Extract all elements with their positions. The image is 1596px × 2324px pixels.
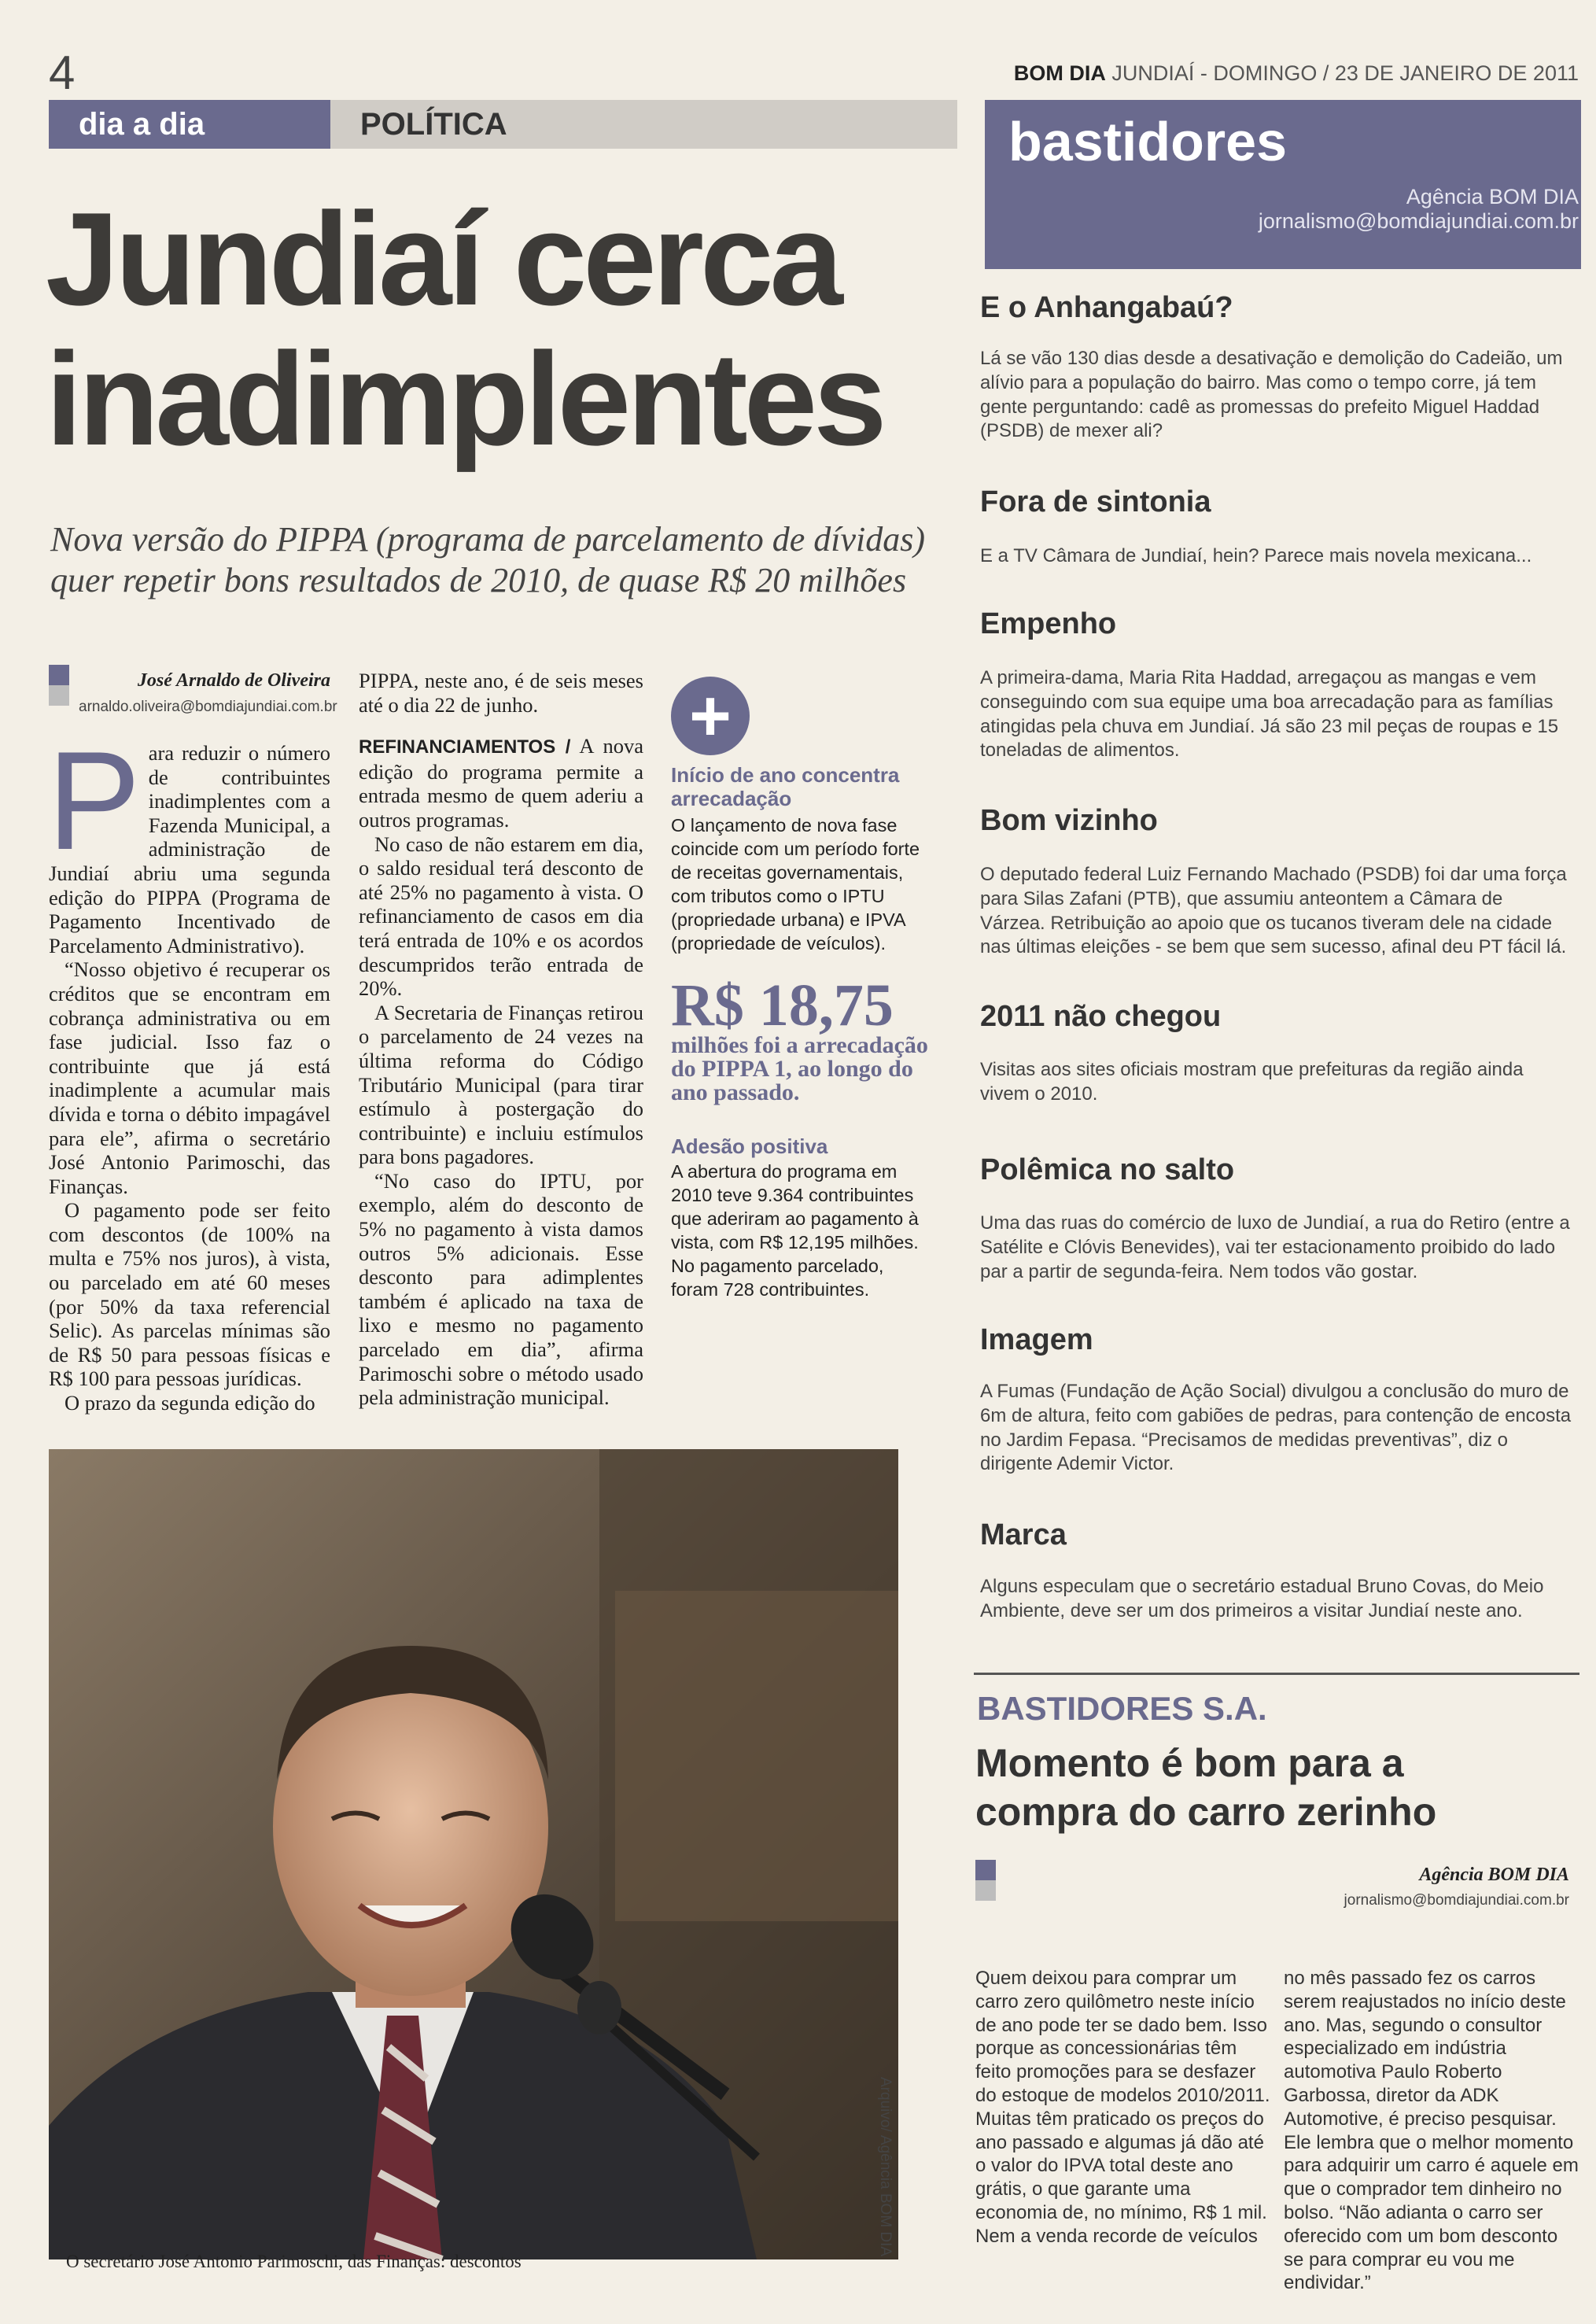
sa-kicker: BASTIDORES S.A. xyxy=(977,1690,1267,1727)
byline-email: arnaldo.oliveira@bomdiajundiai.com.br xyxy=(79,699,337,715)
item-title: Marca xyxy=(980,1518,1067,1551)
paragraph xyxy=(359,734,643,832)
article-photo xyxy=(49,1449,898,2259)
sa-byline-mark xyxy=(975,1860,996,1880)
bastidores-email: jornalismo@bomdiajundiai.com.br xyxy=(1258,209,1579,233)
paragraph-text: A nova edição do programa permite a entrada mesmo de quem aderiu a outros programas. xyxy=(359,734,643,832)
section-divider xyxy=(974,1673,1579,1675)
article-column-2 xyxy=(359,669,643,1410)
item-text: A primeira-dama, Maria Rita Haddad, arregaçou as mangas e vem conseguindo com sua equipe uma boa arrecadação para as famílias atingidas pela chuva em Jundiaí. Já são 23 mil peças de roupas e 15 toneladas de alimentos. xyxy=(980,667,1559,762)
item-text: E a TV Câmara de Jundiaí, hein? Parece mais novela mexicana... xyxy=(980,545,1532,566)
sa-headline-line-1: Momento é bom para a xyxy=(975,1741,1404,1785)
sidebar-title-2: Adesão positiva xyxy=(671,1134,828,1158)
paragraph xyxy=(47,722,330,957)
deck-line-1: Nova versão do PIPPA (programa de parcelamento de dívidas) xyxy=(50,520,926,559)
item-text: A Fumas (Fundação de Ação Social) divulgou a conclusão do muro de 6m de altura, feito com gabiões de pedras, para contenção de encosta no Jardim Fepasa. “Precisamos de medidas preventivas”, diz o dirigente Ademir Victor. xyxy=(980,1381,1572,1475)
sa-byline-agency: Agência BOM DIA xyxy=(1419,1865,1569,1885)
section-tag: dia a dia xyxy=(49,100,330,149)
byline-mark xyxy=(49,665,69,685)
paragraph: “Nosso objetivo é recuperar os créditos que se encontram em cobrança administrativa ou em fase judicial. Isso faz o contribuinte que já está inadimplente a acumular mais dívida e torna o débito impagável para ele”, afirma o secretário José Antonio Parimoschi, das Finanças. xyxy=(49,957,330,1198)
paragraph: O pagamento pode ser feito com descontos (de 100% na multa e 75% nos juros), à vista, ou parcelado em até 60 meses (por 50% da taxa referencial Selic). As parcelas mínimas são de R$ 50 para pessoas físicas e R$ 100 para pessoas jurídicas. xyxy=(49,1198,330,1391)
edition-date: JUNDIAÍ - DOMINGO / 23 DE JANEIRO DE 2011 xyxy=(1111,61,1579,85)
photo-caption: O secretário José Antonio Parimoschi, das Finanças: descontos xyxy=(66,2252,522,2271)
paragraph: Nem a venda recorde de veículos xyxy=(975,2225,1258,2247)
paragraph: Quem deixou para comprar um carro zero quilômetro neste início de ano pode ter se dado bem. Isso porque as concessionárias têm feito promoções para se desfazer do estoque de modelos 2010/2011. Muitas têm praticado os preços do ano passado e algumas já dão até o valor do IPVA total deste ano grátis, o que garante uma economia de, no mínimo, R$ 1 mil. xyxy=(975,1968,1270,2223)
photo-credit: Arquivo/ Agência BOM DIA xyxy=(877,2077,894,2257)
paragraph: No caso de não estarem em dia, o saldo residual terá desconto de até 25% no pagamento à vista. O refinanciamento de casos em dia terá entrada de 10% e os acordos descumpridos terão entrada de 20%. xyxy=(359,832,643,1001)
item-text: Alguns especulam que o secretário estadual Bruno Covas, do Meio Ambiente, deve ser um dos primeiros a visitar Jundiaí neste ano. xyxy=(980,1576,1544,1621)
section-name: POLÍTICA xyxy=(360,107,507,142)
byline-mark-grey xyxy=(49,685,69,706)
item-title: Bom vizinho xyxy=(980,804,1158,837)
headline-line-1: Jundiaí cerca xyxy=(46,185,839,333)
item-title: Empenho xyxy=(980,607,1117,640)
sa-headline xyxy=(975,1739,1573,1836)
item-text: Lá se vão 130 dias desde a desativação e demolição do Cadeião, um alívio para a população do bairro. Mas como o tempo corre, já tem gente perguntando: cadê as promessas do prefeito Miguel Haddad (PSDB) de mexer ali? xyxy=(980,348,1563,442)
paragraph: O prazo da segunda edição do xyxy=(65,1391,315,1415)
item-text: O deputado federal Luiz Fernando Machado (PSDB) foi dar uma força para Silas Zafani (PTB), que assumiu anteontem a Câmara de Várzea. Retribuição ao apoio que os tucanos tiveram dele na cidade nas últimas eleições - se bem que sem sucesso, afinal deu PT fácil lá. xyxy=(980,864,1567,958)
drop-cap: P xyxy=(47,722,141,879)
article-headline xyxy=(46,185,958,473)
paragraph: PIPPA, neste ano, é de seis meses até o dia 22 de junho. xyxy=(359,669,643,717)
paragraph: “No caso do IPTU, por exemplo, além do desconto de 5% no pagamento à vista damos outros 5% adicionais. Esse desconto para adimplentes também é aplicado na taxa de lixo e mesmo no pagamento parcelado em dia”, afirma Parimoschi sobre o método usado pela administração municipal. xyxy=(359,1168,643,1410)
bastidores-agency: Agência BOM DIA xyxy=(1406,185,1579,208)
bastidores-credit xyxy=(1259,185,1579,234)
sa-column-2: no mês passado fez os carros serem reajustados no início deste ano. Mas, segundo o consultor especializado em indústria automotiva Paulo Roberto Garbossa, diretor da ADK Automotive, é preciso pesquisar. Ele lembra que o melhor momento para adquirir um carro é aquele em que o comprador tem dinheiro no bolso. “Não adianta o carro ser oferecido com um bom desconto se para comprar eu vou me endividar.” xyxy=(1284,1968,1579,2294)
item-title: 2011 não chegou xyxy=(980,1000,1222,1033)
item-text: Uma das ruas do comércio de luxo de Jundiaí, a rua do Retiro (entre a Satélite e Clóvis Benevides), vai ter estacionamento proibido do lado par a partir de segunda-feira. Nem todos vão gostar. xyxy=(980,1212,1570,1282)
item-title: Imagem xyxy=(980,1323,1093,1356)
subhead: REFINANCIAMENTOS / xyxy=(359,736,571,758)
sa-byline-email: jornalismo@bomdiajundiai.com.br xyxy=(1344,1892,1569,1909)
sidebar-big-number: R$ 18,75 xyxy=(671,972,894,1038)
article-deck xyxy=(50,519,963,601)
item-title: E o Anhangabaú? xyxy=(980,291,1233,324)
portrait-illustration xyxy=(49,1449,898,2259)
sidebar-title-1: Início de ano concentra arrecadação xyxy=(671,763,900,810)
paragraph: A Secretaria de Finanças retirou o parcelamento de 24 vezes na última reforma do Código Tributário Municipal (para tirar estímulo à postergação do contribuinte) e incluiu estímulos para bons pagadores. xyxy=(359,1000,643,1169)
masthead xyxy=(1014,61,1579,86)
bastidores-title: bastidores xyxy=(1008,111,1287,172)
sa-headline-line-2: compra do carro zerinho xyxy=(975,1790,1437,1834)
sidebar-big-number-text: milhões foi a arrecadação do PIPPA 1, ao longo do ano passado. xyxy=(671,1032,928,1105)
item-text: Visitas aos sites oficiais mostram que prefeituras da região ainda vivem o 2010. xyxy=(980,1059,1524,1105)
byline-author: José Arnaldo de Oliveira xyxy=(137,670,330,691)
page-number: 4 xyxy=(49,46,76,99)
article-column-1 xyxy=(47,722,330,1415)
sa-byline-mark-grey xyxy=(975,1880,996,1901)
paper-name: BOM DIA xyxy=(1013,61,1106,85)
item-title: Fora de sintonia xyxy=(980,485,1211,518)
sidebar-text-2: A abertura do programa em 2010 teve 9.364 contribuintes que aderiram ao pagamento à vista, com R$ 12,195 milhões. No pagamento parcelado, foram 728 contribuintes. xyxy=(671,1161,919,1300)
item-title: Polêmica no salto xyxy=(980,1153,1235,1186)
headline-line-2: inadimplentes xyxy=(46,325,883,473)
deck-line-2: quer repetir bons resultados de 2010, de quase R$ 20 milhões xyxy=(50,561,907,599)
paragraph-text: ara reduzir o número de contribuintes inadimplentes com a Fazenda Municipal, a administração de Jundiaí abriu uma segunda edição do PIPPA (Programa de Pagamento Incentivado de Parcelamento Administrativo). xyxy=(49,741,330,957)
plus-icon: + xyxy=(671,677,750,755)
sidebar-text-1: O lançamento de nova fase coincide com um período forte de receitas governamentais, com tributos como o IPTU (propriedade urbana) e IPVA (propriedade de veículos). xyxy=(671,815,920,954)
sa-column-1 xyxy=(975,1967,1270,2248)
